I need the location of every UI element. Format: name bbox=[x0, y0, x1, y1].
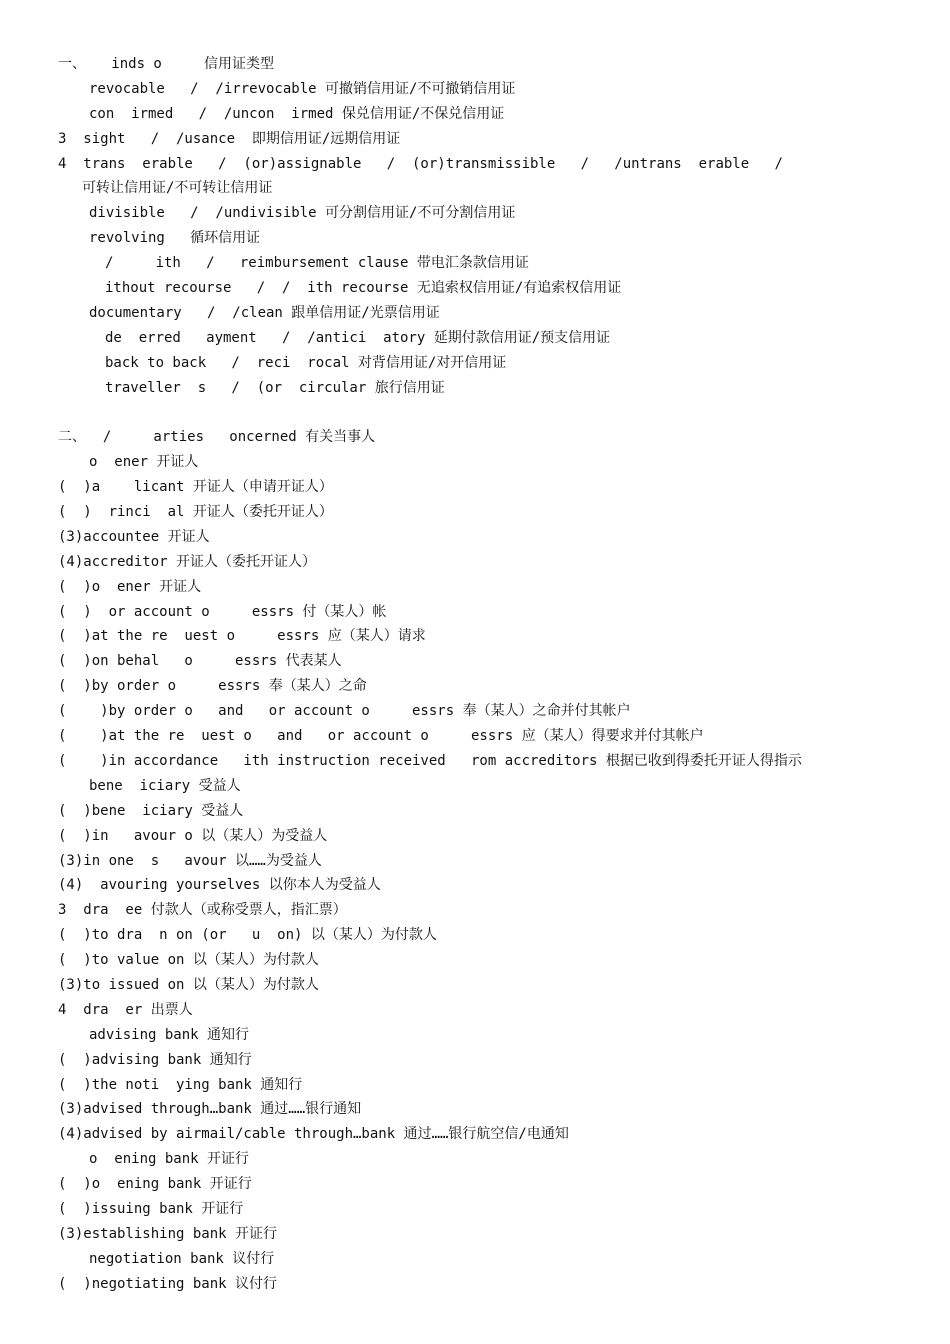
section-1-heading: 一、 inds o 信用证类型 bbox=[58, 56, 275, 72]
text-line: traveller s / (or circular 旅行信用证 bbox=[105, 379, 445, 396]
text-line: revocable / /irrevocable 可撤销信用证/不可撤销信用证 bbox=[89, 80, 516, 97]
text-line: revolving 循环信用证 bbox=[89, 230, 261, 247]
text-line: 4 trans erable / (or)assignable / (or)transmissible / /untrans erable / bbox=[58, 155, 783, 172]
text-line: ( )in avour o 以（某人）为受益人 bbox=[58, 827, 328, 844]
text-line: bene iciary 受益人 bbox=[89, 777, 241, 794]
text-line: (3)advised through…bank 通过……银行通知 bbox=[58, 1101, 362, 1118]
text-line: 3 sight / /usance 即期信用证/远期信用证 bbox=[58, 130, 401, 147]
text-line: (3)in one s avour 以……为受益人 bbox=[58, 852, 322, 869]
text-line: ( )at the re uest o essrs 应（某人）请求 bbox=[58, 628, 426, 645]
text-line: ithout recourse / / ith recourse 无追索权信用证/有追索权信用证 bbox=[105, 280, 622, 297]
text-line: documentary / /clean 跟单信用证/光票信用证 bbox=[89, 304, 440, 321]
text-line: / ith / reimbursement clause 带电汇条款信用证 bbox=[105, 255, 529, 272]
text-line: ( )o ener 开证人 bbox=[58, 578, 202, 595]
text-line: back to back / reci rocal 对背信用证/对开信用证 bbox=[105, 354, 507, 371]
text-line: o ening bank 开证行 bbox=[89, 1151, 250, 1168]
text-line: con irmed / /uncon irmed 保兑信用证/不保兑信用证 bbox=[89, 105, 505, 122]
text-line: ( )by order o essrs 奉（某人）之命 bbox=[58, 678, 367, 695]
text-line: 4 dra er 出票人 bbox=[58, 1001, 193, 1018]
section-gap bbox=[58, 400, 918, 425]
text-line: (4) avouring yourselves 以你本人为受益人 bbox=[58, 877, 381, 894]
text-line: ( )negotiating bank 议付行 bbox=[58, 1275, 278, 1292]
text-line: ( )in accordance ith instruction received rom accreditors 根据已收到得委托开证人得指示 bbox=[58, 752, 802, 769]
text-line: ( )to value on 以（某人）为付款人 bbox=[58, 952, 319, 969]
section-2-list bbox=[58, 450, 918, 1296]
text-line: ( )a licant 开证人（申请开证人） bbox=[58, 479, 333, 496]
text-line: (3)establishing bank 开证行 bbox=[58, 1225, 278, 1242]
text-line: 可转让信用证/不可转让信用证 bbox=[82, 180, 273, 197]
text-line: ( )issuing bank 开证行 bbox=[58, 1200, 244, 1217]
text-line: ( )at the re uest o and or account o essrs 应（某人）得要求并付其帐户 bbox=[58, 728, 704, 745]
text-line: ( )advising bank 通知行 bbox=[58, 1051, 252, 1068]
text-line: advising bank 通知行 bbox=[89, 1026, 250, 1043]
text-line: ( )by order o and or account o essrs 奉（某人）之命并付其帐户 bbox=[58, 703, 631, 720]
text-line: ( ) rinci al 开证人（委托开证人） bbox=[58, 504, 333, 521]
text-line: ( )bene iciary 受益人 bbox=[58, 802, 244, 819]
text-line: 3 dra ee 付款人（或称受票人，指汇票） bbox=[58, 902, 347, 919]
text-line: (4)advised by airmail/cable through…bank 通过……银行航空信/电通知 bbox=[58, 1126, 569, 1143]
text-line: de erred ayment / /antici atory 延期付款信用证/预支信用证 bbox=[105, 329, 611, 346]
section-2-heading: 二、 / arties oncerned 有关当事人 bbox=[58, 429, 376, 446]
text-line: (3)to issued on 以（某人）为付款人 bbox=[58, 976, 319, 993]
text-line: ( ) or account o essrs 付（某人）帐 bbox=[58, 603, 387, 620]
text-line: divisible / /undivisible 可分割信用证/不可分割信用证 bbox=[89, 205, 516, 222]
text-line: ( )o ening bank 开证行 bbox=[58, 1176, 252, 1193]
text-line: ( )the noti ying bank 通知行 bbox=[58, 1076, 303, 1093]
text-line: (3)accountee 开证人 bbox=[58, 528, 210, 545]
text-line: ( )on behal o essrs 代表某人 bbox=[58, 653, 342, 670]
section-1-list bbox=[58, 77, 918, 401]
document-body bbox=[58, 52, 918, 1297]
text-line: ( )to dra n on (or u on) 以（某人）为付款人 bbox=[58, 927, 437, 944]
text-line: o ener 开证人 bbox=[89, 454, 199, 471]
text-line: (4)accreditor 开证人（委托开证人） bbox=[58, 553, 317, 570]
text-line: negotiation bank 议付行 bbox=[89, 1250, 275, 1267]
